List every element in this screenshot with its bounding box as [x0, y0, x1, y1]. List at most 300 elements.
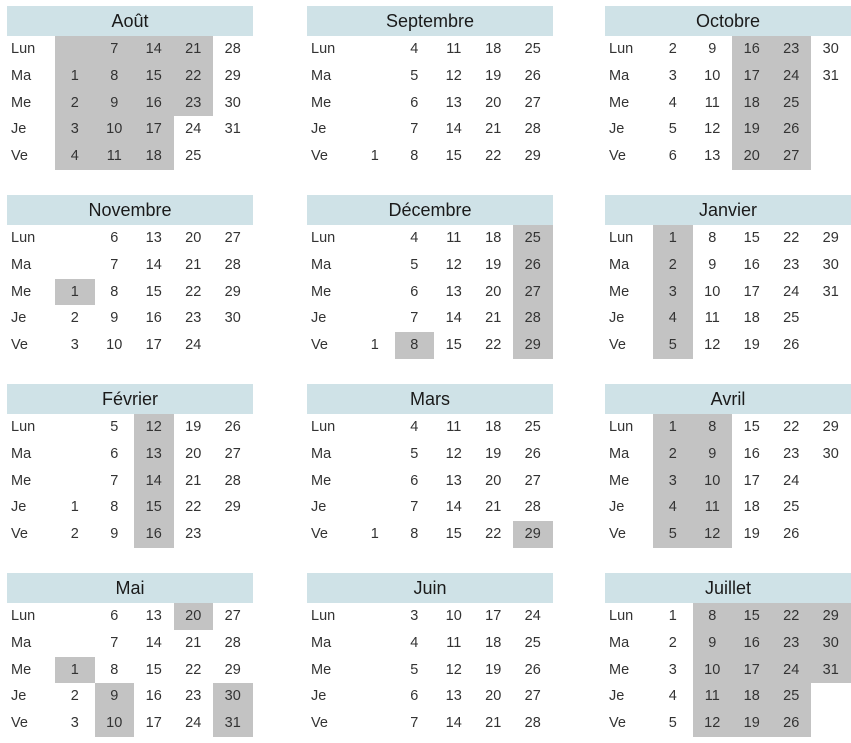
day-cell: 9 — [110, 526, 119, 543]
day-label: Je — [311, 499, 327, 516]
day-cell: 4 — [410, 230, 419, 246]
day-cell: 30 — [224, 94, 241, 111]
day-label: Lun — [609, 419, 634, 435]
day-cell-highlighted: 4 — [653, 494, 693, 521]
day-cell — [355, 630, 395, 657]
day-cell — [55, 441, 95, 468]
day-cell: 13 — [145, 230, 162, 246]
day-cell: 31 — [822, 67, 839, 84]
day-label: Ma — [609, 445, 630, 462]
day-cell-highlighted: 2 — [653, 441, 693, 468]
day-cell: 12 — [704, 121, 721, 138]
day-cell — [355, 468, 395, 495]
month-title: Septembre — [307, 6, 553, 36]
day-cell: 24 — [783, 472, 800, 489]
day-cell: 24 — [524, 608, 541, 624]
day-cell: 25 — [783, 499, 800, 516]
day-label: Me — [311, 283, 332, 300]
day-cell: 15 — [445, 526, 462, 543]
day-cell-highlighted: 12 — [134, 414, 174, 441]
day-cell: 23 — [783, 256, 800, 273]
day-cell — [355, 603, 395, 630]
day-cell: 2 — [70, 688, 79, 705]
day-label: Je — [609, 121, 625, 138]
day-cell — [811, 116, 851, 143]
day-cell: 26 — [524, 445, 541, 462]
day-cell-highlighted: 12 — [693, 710, 733, 737]
day-cell: 7 — [410, 715, 419, 732]
day-cell: 17 — [743, 283, 760, 300]
day-cell-highlighted: 22 — [174, 63, 214, 90]
day-cell: 4 — [668, 688, 677, 705]
day-cell-highlighted: 1 — [55, 279, 95, 306]
day-cell: 3 — [668, 661, 677, 678]
day-cell: 21 — [185, 256, 202, 273]
day-cell-highlighted: 15 — [732, 603, 772, 630]
day-cell: 17 — [145, 715, 162, 732]
day-cell: 24 — [783, 283, 800, 300]
day-cell-highlighted: 25 — [772, 90, 812, 117]
month-title: Juillet — [605, 573, 851, 603]
day-cell-highlighted: 17 — [732, 63, 772, 90]
day-label: Lun — [311, 419, 336, 435]
day-cell: 29 — [524, 148, 541, 165]
day-cell: 23 — [185, 688, 202, 705]
day-cell — [811, 468, 851, 495]
day-label: Ve — [11, 526, 28, 543]
day-cell: 10 — [704, 283, 721, 300]
day-cell: 23 — [783, 445, 800, 462]
day-cell-highlighted: 9 — [693, 441, 733, 468]
day-cell: 15 — [445, 148, 462, 165]
day-cell: 4 — [668, 94, 677, 111]
day-cell — [811, 683, 851, 710]
day-cell: 7 — [110, 634, 119, 651]
day-cell: 11 — [446, 634, 462, 651]
day-cell: 21 — [485, 310, 502, 327]
day-cell-highlighted: 27 — [513, 279, 553, 306]
month-title: Février — [7, 384, 253, 414]
day-label: Ve — [311, 526, 328, 543]
day-cell: 20 — [485, 283, 502, 300]
day-cell-highlighted: 23 — [772, 630, 812, 657]
day-cell: 7 — [410, 121, 419, 138]
day-cell-highlighted: 1 — [55, 657, 95, 684]
day-cell: 18 — [485, 419, 502, 435]
day-cell: 20 — [485, 94, 502, 111]
day-cell-highlighted: 2 — [653, 252, 693, 279]
day-cell: 22 — [185, 499, 202, 516]
day-cell: 8 — [708, 230, 717, 246]
day-cell: 4 — [410, 419, 419, 435]
day-cell: 8 — [410, 526, 419, 543]
day-cell: 29 — [822, 230, 839, 246]
day-cell: 30 — [822, 41, 839, 57]
day-cell: 2 — [70, 526, 79, 543]
day-label: Lun — [311, 41, 336, 57]
day-cell: 28 — [224, 472, 241, 489]
day-cell — [55, 630, 95, 657]
day-label: Me — [311, 661, 332, 678]
day-cell-highlighted: 27 — [772, 143, 812, 170]
day-cell-highlighted: 18 — [134, 143, 174, 170]
day-cell-highlighted: 26 — [772, 710, 812, 737]
day-label: Me — [11, 94, 32, 111]
day-cell: 21 — [485, 715, 502, 732]
day-cell: 14 — [445, 499, 462, 516]
day-cell: 29 — [224, 499, 241, 516]
day-cell-highlighted: 14 — [134, 468, 174, 495]
day-label: Je — [311, 310, 327, 327]
day-cell: 27 — [224, 230, 241, 246]
day-cell-highlighted: 10 — [95, 116, 135, 143]
day-cell-highlighted: 31 — [213, 710, 253, 737]
day-cell: 3 — [70, 715, 79, 732]
day-cell: 17 — [485, 608, 502, 624]
day-label: Lun — [609, 608, 634, 624]
day-cell: 21 — [185, 634, 202, 651]
day-cell: 22 — [185, 283, 202, 300]
day-cell-highlighted: 21 — [174, 36, 214, 63]
day-cell: 13 — [145, 608, 162, 624]
month-title: Août — [7, 6, 253, 36]
day-label: Je — [311, 121, 327, 138]
day-label: Je — [11, 310, 27, 327]
day-cell: 29 — [224, 661, 241, 678]
day-cell: 13 — [445, 472, 462, 489]
day-cell-highlighted: 19 — [732, 710, 772, 737]
day-cell — [355, 305, 395, 332]
day-label: Ve — [311, 337, 328, 354]
day-cell-highlighted: 9 — [693, 630, 733, 657]
day-cell-highlighted: 25 — [772, 683, 812, 710]
day-cell: 16 — [743, 256, 760, 273]
day-label: Ma — [11, 634, 32, 651]
day-cell: 28 — [524, 715, 541, 732]
day-cell: 12 — [704, 337, 721, 354]
day-cell — [355, 279, 395, 306]
day-cell — [55, 603, 95, 630]
day-cell: 19 — [185, 419, 202, 435]
day-label: Me — [11, 472, 32, 489]
day-cell: 3 — [668, 67, 677, 84]
day-cell-highlighted: 17 — [732, 657, 772, 684]
day-cell — [355, 710, 395, 737]
day-label: Lun — [11, 41, 36, 57]
day-cell — [811, 521, 851, 548]
day-cell-highlighted: 29 — [513, 521, 553, 548]
day-cell: 11 — [704, 310, 720, 327]
day-cell-highlighted: 26 — [513, 252, 553, 279]
day-cell-highlighted: 1 — [653, 225, 693, 252]
day-label: Je — [11, 499, 27, 516]
day-label: Me — [311, 472, 332, 489]
day-cell: 19 — [743, 526, 760, 543]
day-cell: 2 — [70, 310, 79, 327]
day-cell: 23 — [185, 310, 202, 327]
day-cell-highlighted: 8 — [395, 332, 435, 359]
day-cell: 7 — [110, 472, 119, 489]
day-cell: 11 — [704, 94, 720, 111]
day-cell-highlighted: 12 — [693, 521, 733, 548]
day-cell: 25 — [524, 419, 541, 435]
day-cell-highlighted: 29 — [513, 332, 553, 359]
day-label: Ma — [609, 634, 630, 651]
day-cell: 7 — [410, 499, 419, 516]
day-cell-highlighted: 5 — [653, 521, 693, 548]
day-cell: 25 — [783, 310, 800, 327]
day-cell: 24 — [185, 121, 202, 138]
day-label: Lun — [11, 230, 36, 246]
day-cell-highlighted: 18 — [732, 683, 772, 710]
day-label: Je — [311, 688, 327, 705]
day-cell: 18 — [485, 230, 502, 246]
day-cell: 31 — [224, 121, 241, 138]
month-title: Mai — [7, 573, 253, 603]
day-cell: 6 — [110, 608, 119, 624]
day-label: Ma — [311, 256, 332, 273]
day-cell-highlighted: 16 — [134, 521, 174, 548]
day-cell-highlighted: 19 — [732, 116, 772, 143]
day-cell: 15 — [145, 283, 162, 300]
day-cell-highlighted: 4 — [55, 143, 95, 170]
day-cell: 13 — [445, 688, 462, 705]
day-cell — [811, 494, 851, 521]
day-cell — [55, 468, 95, 495]
day-cell — [355, 252, 395, 279]
day-cell-highlighted: 18 — [732, 90, 772, 117]
day-cell: 26 — [524, 661, 541, 678]
day-cell: 5 — [110, 419, 119, 435]
day-cell-highlighted: 7 — [95, 36, 135, 63]
day-cell-highlighted — [55, 36, 95, 63]
day-label: Ve — [609, 526, 626, 543]
day-cell: 19 — [485, 256, 502, 273]
month-6 — [7, 384, 253, 548]
month-title: Octobre — [605, 6, 851, 36]
day-cell — [355, 657, 395, 684]
day-cell — [355, 225, 395, 252]
day-cell: 16 — [145, 688, 162, 705]
day-cell: 27 — [224, 608, 241, 624]
day-cell: 21 — [485, 499, 502, 516]
day-cell-highlighted: 31 — [811, 657, 851, 684]
day-cell: 8 — [110, 661, 119, 678]
day-label: Lun — [311, 230, 336, 246]
day-cell: 1 — [668, 608, 677, 624]
day-cell: 22 — [485, 148, 502, 165]
day-cell — [355, 414, 395, 441]
day-label: Ma — [311, 445, 332, 462]
day-cell: 27 — [224, 445, 241, 462]
day-cell: 11 — [446, 230, 462, 246]
month-11 — [605, 573, 851, 737]
day-cell-highlighted: 30 — [811, 630, 851, 657]
day-cell — [355, 683, 395, 710]
day-label: Ma — [609, 67, 630, 84]
day-cell: 12 — [445, 445, 462, 462]
day-label: Ma — [11, 445, 32, 462]
day-cell: 27 — [524, 688, 541, 705]
day-cell: 11 — [446, 419, 462, 435]
day-cell: 28 — [224, 41, 241, 57]
day-cell: 10 — [106, 337, 123, 354]
day-cell: 29 — [822, 419, 839, 435]
day-cell: 22 — [185, 661, 202, 678]
day-cell: 19 — [485, 67, 502, 84]
day-cell: 6 — [410, 94, 419, 111]
month-0 — [7, 6, 253, 170]
day-label: Lun — [11, 608, 36, 624]
day-cell — [55, 252, 95, 279]
day-cell: 28 — [524, 499, 541, 516]
day-cell: 10 — [704, 67, 721, 84]
day-cell: 5 — [410, 661, 419, 678]
day-cell-highlighted: 20 — [732, 143, 772, 170]
day-cell-highlighted: 10 — [693, 657, 733, 684]
day-cell: 6 — [110, 445, 119, 462]
day-cell: 18 — [743, 499, 760, 516]
day-cell: 13 — [445, 283, 462, 300]
day-cell: 17 — [145, 337, 162, 354]
day-cell-highlighted: 9 — [95, 683, 135, 710]
day-cell: 29 — [224, 283, 241, 300]
day-cell — [213, 143, 253, 170]
day-cell-highlighted: 15 — [134, 494, 174, 521]
day-cell — [811, 305, 851, 332]
day-cell: 4 — [410, 41, 419, 57]
day-cell: 22 — [783, 230, 800, 246]
day-label: Me — [11, 283, 32, 300]
day-label: Ve — [11, 715, 28, 732]
day-cell: 21 — [485, 121, 502, 138]
day-cell: 8 — [110, 283, 119, 300]
day-cell: 31 — [822, 283, 839, 300]
day-label: Ma — [311, 634, 332, 651]
day-cell-highlighted: 4 — [653, 305, 693, 332]
day-cell: 27 — [524, 94, 541, 111]
day-label: Ve — [311, 148, 328, 165]
day-cell-highlighted: 14 — [134, 36, 174, 63]
day-cell: 5 — [410, 445, 419, 462]
day-label: Ve — [311, 715, 328, 732]
day-cell: 28 — [524, 121, 541, 138]
day-cell: 28 — [224, 634, 241, 651]
day-cell — [811, 143, 851, 170]
day-cell — [355, 494, 395, 521]
day-cell: 24 — [185, 715, 202, 732]
day-cell: 6 — [410, 472, 419, 489]
day-cell: 1 — [370, 148, 379, 165]
day-cell: 12 — [445, 661, 462, 678]
day-cell: 15 — [145, 661, 162, 678]
day-label: Je — [609, 688, 625, 705]
day-cell-highlighted: 13 — [134, 441, 174, 468]
day-cell-highlighted: 28 — [513, 305, 553, 332]
day-cell: 6 — [410, 283, 419, 300]
day-label: Me — [609, 283, 630, 300]
day-cell: 30 — [224, 310, 241, 327]
day-cell: 13 — [704, 148, 721, 165]
day-cell: 26 — [224, 419, 241, 435]
day-cell-highlighted: 23 — [772, 36, 812, 63]
day-cell: 14 — [145, 256, 162, 273]
day-cell-highlighted: 5 — [653, 332, 693, 359]
month-title: Mars — [307, 384, 553, 414]
day-cell: 19 — [485, 445, 502, 462]
day-cell: 20 — [485, 472, 502, 489]
day-label: Ve — [609, 148, 626, 165]
day-label: Ma — [311, 67, 332, 84]
day-cell — [811, 332, 851, 359]
day-cell: 6 — [110, 230, 119, 246]
day-cell-highlighted: 8 — [693, 414, 733, 441]
day-cell: 9 — [110, 310, 119, 327]
day-cell: 6 — [668, 148, 677, 165]
day-label: Je — [11, 688, 27, 705]
day-cell: 14 — [445, 310, 462, 327]
day-cell-highlighted: 17 — [134, 116, 174, 143]
day-cell: 26 — [524, 67, 541, 84]
month-1 — [307, 6, 553, 170]
day-cell: 16 — [743, 445, 760, 462]
day-cell: 1 — [370, 337, 379, 354]
day-cell-highlighted: 26 — [772, 116, 812, 143]
day-cell: 3 — [410, 608, 419, 624]
day-cell: 21 — [185, 472, 202, 489]
day-cell: 12 — [445, 67, 462, 84]
day-cell — [355, 36, 395, 63]
day-label: Je — [11, 121, 27, 138]
day-cell: 18 — [485, 41, 502, 57]
day-cell: 1 — [370, 526, 379, 543]
day-cell: 15 — [743, 230, 760, 246]
month-9 — [7, 573, 253, 737]
day-cell: 14 — [445, 121, 462, 138]
day-cell: 28 — [224, 256, 241, 273]
day-cell-highlighted: 10 — [95, 710, 135, 737]
day-label: Me — [609, 472, 630, 489]
day-cell: 27 — [524, 472, 541, 489]
day-cell — [213, 332, 253, 359]
day-cell-highlighted: 1 — [653, 414, 693, 441]
month-3 — [7, 195, 253, 359]
day-cell: 18 — [485, 634, 502, 651]
day-cell: 30 — [822, 256, 839, 273]
day-cell — [355, 63, 395, 90]
day-label: Ve — [11, 337, 28, 354]
day-label: Ve — [11, 148, 28, 165]
day-cell: 4 — [410, 634, 419, 651]
day-cell — [55, 225, 95, 252]
day-cell: 6 — [410, 688, 419, 705]
day-cell — [811, 90, 851, 117]
day-label: Ma — [11, 67, 32, 84]
day-cell: 18 — [743, 310, 760, 327]
day-label: Ma — [609, 256, 630, 273]
day-cell: 2 — [668, 41, 677, 57]
day-cell — [355, 116, 395, 143]
day-cell-highlighted: 10 — [693, 468, 733, 495]
day-cell: 15 — [445, 337, 462, 354]
day-cell: 22 — [783, 419, 800, 435]
day-cell: 3 — [70, 337, 79, 354]
day-cell — [213, 521, 253, 548]
day-label: Me — [609, 94, 630, 111]
day-label: Ve — [609, 715, 626, 732]
day-cell: 7 — [110, 256, 119, 273]
day-cell-highlighted: 11 — [693, 683, 733, 710]
